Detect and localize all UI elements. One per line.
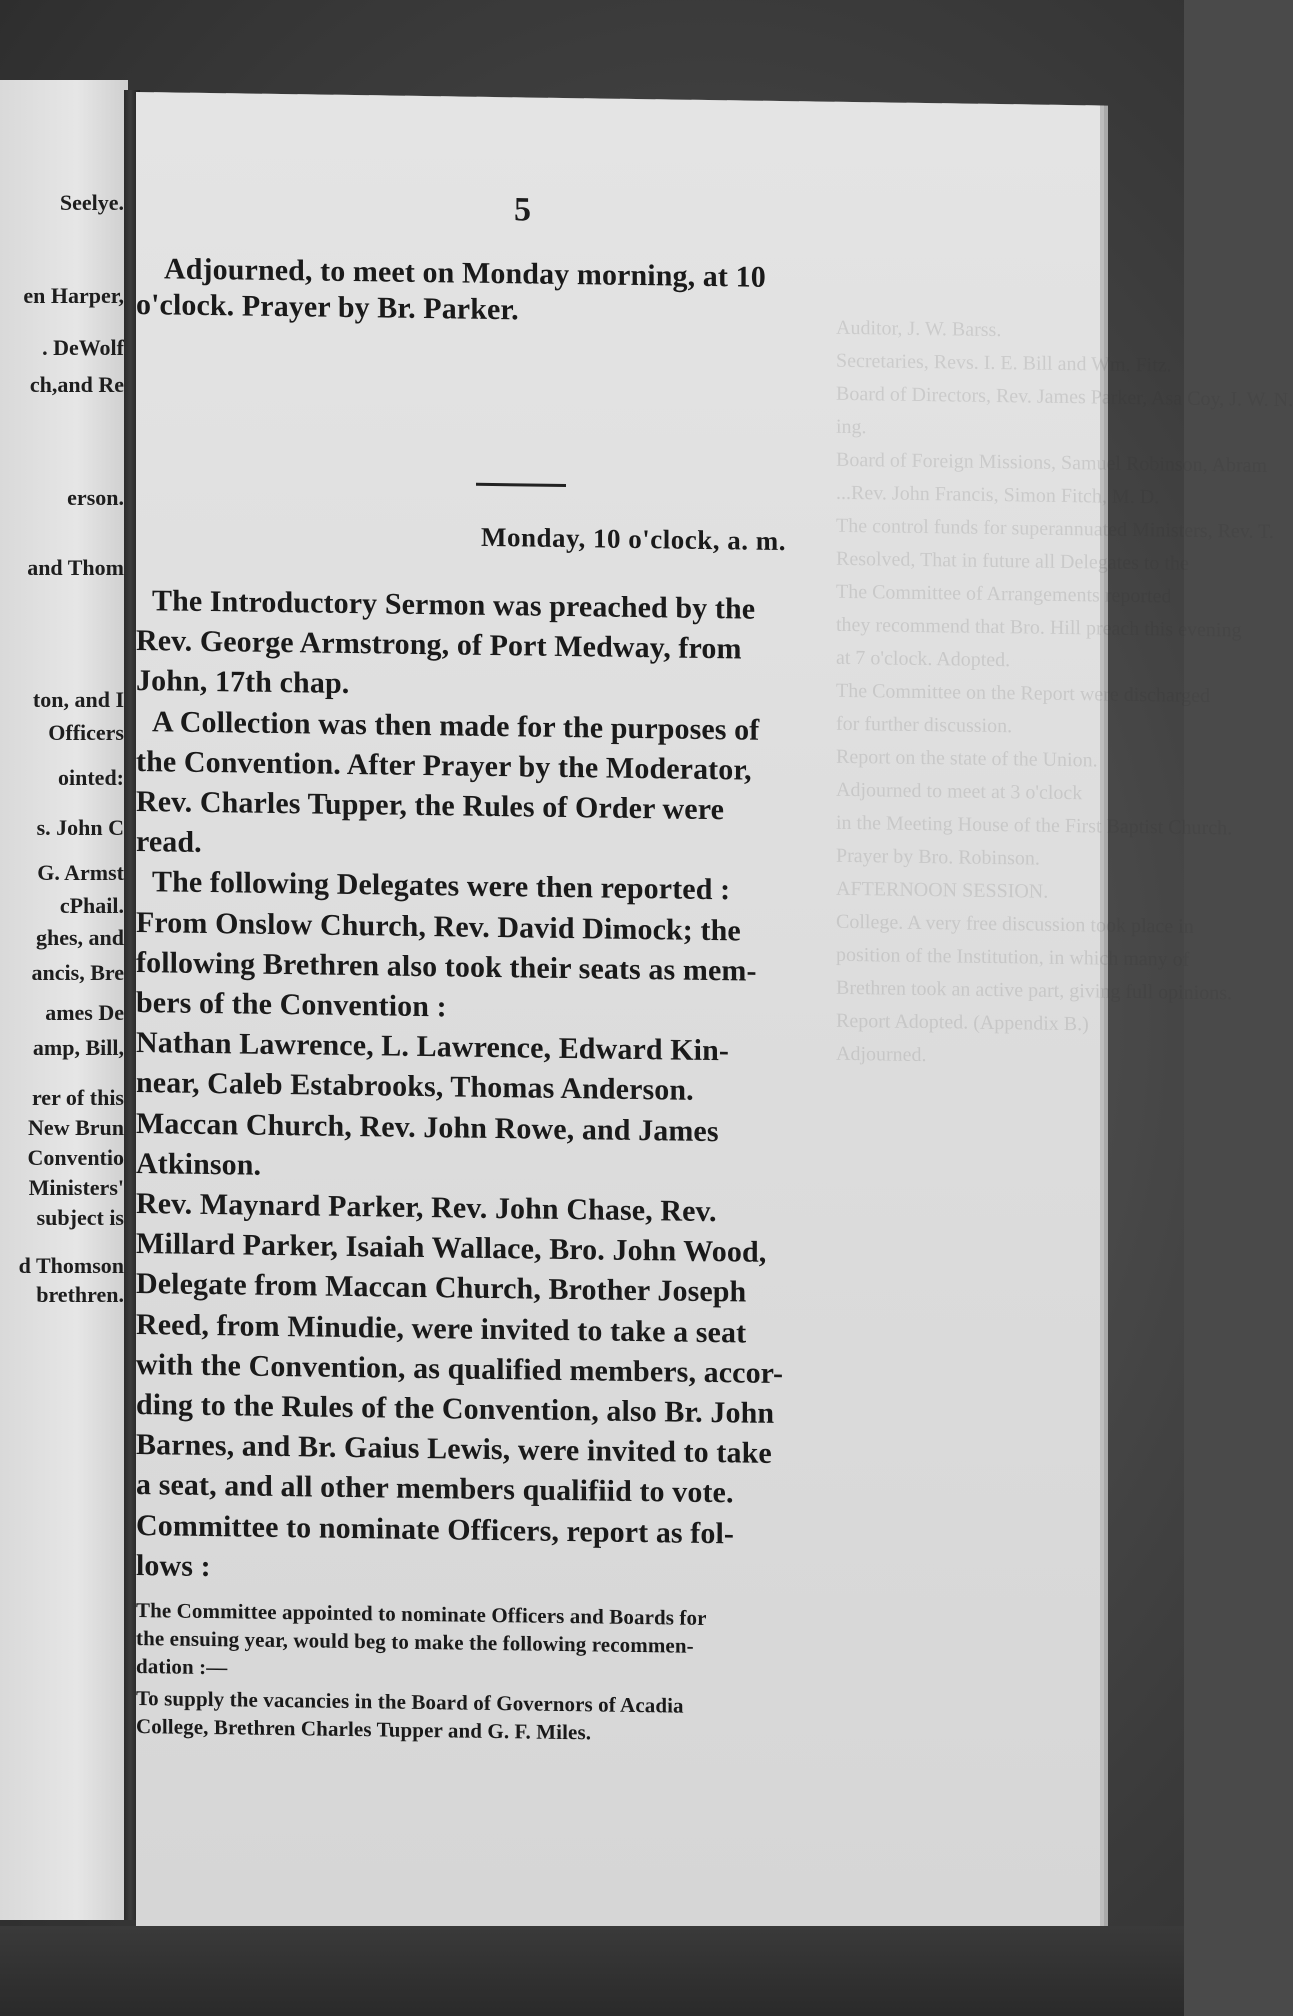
left-page-line: ancis, Bre [31,960,124,985]
bleed-through-line: for further discussion. [836,712,1013,738]
left-page-line: cPhail. [59,893,124,918]
body-line: Rev. George Armstrong, of Port Medway, from [136,624,742,666]
bleed-through-line: Board of Directors, Rev. James Parker, Asa Coy, J. W. N. [836,382,1293,412]
body-line: Rev. Charles Tupper, the Rules of Order were [136,785,725,827]
bleed-through-line: The control funds for superannuated Ministers, Rev. T. [836,514,1274,543]
scan-bottom-edge [0,1926,1184,2016]
body-line: following Brethren also took their seats as mem- [136,945,757,988]
body-line: Maccan Church, Rev. John Rowe, and James [136,1106,719,1148]
bleed-through-line: ing. [836,415,867,439]
body-line: ding to the Rules of the Convention, also Br. John [136,1388,775,1430]
bleed-through-line: at 7 o'clock. Adopted. [836,646,1011,672]
bleed-through-text [836,312,1293,1616]
left-page-line: ointed: [58,765,124,790]
bleed-through-line: Report Adopted. (Appendix B.) [836,1009,1089,1036]
left-page-fragment [0,80,128,1920]
left-page-line: Seelye. [59,190,124,215]
left-page-line: amp, Bill, [32,1035,124,1060]
body-line: The following Delegates were then reported : [152,865,731,907]
body-line: bers of the Convention : [136,986,447,1024]
committee-report-line: The Committee appointed to nominate Officers and Boards for [136,1598,707,1630]
bleed-through-line: ...Rev. John Francis, Simon Fitch, M. D. [836,481,1160,509]
body-line: a seat, and all other members qualifiid to vote. [136,1468,734,1510]
left-page-line: and Thom [27,555,124,580]
bleed-through-line: Resolved, That in future all Delegates to the [836,547,1189,575]
session-heading: Monday, 10 o'clock, a. m. [481,521,787,557]
left-page-line: New Brun [28,1115,124,1140]
left-page-line: G. Armst [37,860,124,885]
body-line: the Convention. After Prayer by the Moderator, [136,744,752,787]
left-page-line: en Harper, [23,283,124,308]
body-line: Committee to nominate Officers, report as fol- [136,1508,735,1550]
bleed-through-line: College. A very free discussion took place in [836,910,1194,938]
body-line: The Introductory Sermon was preached by the [152,584,756,626]
left-page-line: brethren. [36,1282,124,1307]
committee-report-line: College, Brethren Charles Tupper and G. F. Miles. [136,1714,592,1745]
left-page-line: . DeWolf [42,335,124,360]
body-line: Delegate from Maccan Church, Brother Joseph [136,1267,747,1309]
committee-report-line: the ensuing year, would beg to make the following recommen- [136,1626,694,1658]
bleed-through-line: The Committee of Arrangements reported [836,580,1172,608]
bleed-through-line: The Committee on the Report were discharged [836,679,1210,707]
body-line: Atkinson. [136,1146,262,1182]
bleed-through-line: Report on the state of the Union. [836,745,1098,772]
body-line: Nathan Lawrence, L. Lawrence, Edward Kin- [136,1026,729,1068]
committee-report-line: To supply the vacancies in the Board of Governors of Acadia [136,1686,684,1718]
left-page-line: rer of this [31,1085,124,1110]
bleed-through-line: Prayer by Bro. Robinson. [836,844,1040,870]
opening-line: Adjourned, to meet on Monday morning, at 10 [164,252,766,294]
bleed-through-line: Secretaries, Revs. I. E. Bill and Wm. Fitz. [836,349,1172,377]
bleed-through-line: Adjourned. [836,1042,927,1067]
left-page-line: Ministers' [28,1175,124,1200]
left-page-line: Conventio [27,1145,124,1170]
left-page-line: ton, and I [32,687,124,712]
body-line: From Onslow Church, Rev. David Dimock; the [136,905,741,948]
left-page-line: ghes, and [35,925,124,950]
left-page-line: ames De [45,1000,124,1025]
section-rule [476,483,566,487]
bleed-through-line: Adjourned to meet at 3 o'clock [836,778,1083,805]
body-line: read. [136,825,202,860]
body-line: Rev. Maynard Parker, Rev. John Chase, Rev. [136,1187,717,1229]
body-line: Barnes, and Br. Gaius Lewis, were invited to take [136,1428,772,1471]
bleed-through-line: Brethren took an active part, giving full opinions. [836,976,1233,1005]
body-line: lows : [136,1548,211,1583]
left-page-line: s. John C [36,815,124,840]
body-line: with the Convention, as qualified members, accor- [136,1347,784,1390]
bleed-through-line: AFTERNOON SESSION. [836,877,1049,903]
body-line: John, 17th chap. [136,664,350,701]
body-line: A Collection was then made for the purposes of [152,704,760,747]
bleed-through-line: Auditor, J. W. Barss. [836,316,1002,342]
bleed-through-line: they recommend that Bro. Hill preach this evening [836,613,1242,642]
left-page-line: subject is [36,1205,124,1230]
left-page-line: Officers [48,720,124,745]
bleed-through-line: position of the Institution, in which many of [836,943,1190,971]
body-line: Millard Parker, Isaiah Wallace, Bro. John Wood, [136,1227,767,1269]
page-number: 5 [514,191,531,229]
bleed-through-line: Board of Foreign Missions, Samuel Robinson, Abram [836,448,1268,477]
left-page-line: ch,and Re [29,372,124,397]
bleed-through-line: in the Meeting House of the First Baptist Church. [836,811,1233,840]
body-line: Reed, from Minudie, were invited to take a seat [136,1307,747,1350]
body-line: near, Caleb Estabrooks, Thomas Anderson. [136,1066,694,1108]
opening-line: o'clock. Prayer by Br. Parker. [136,288,519,327]
left-page-line: d Thomson [18,1253,124,1278]
left-page-line: erson. [67,485,124,510]
book-page [136,92,1293,1945]
committee-report-line: dation :— [136,1654,228,1680]
